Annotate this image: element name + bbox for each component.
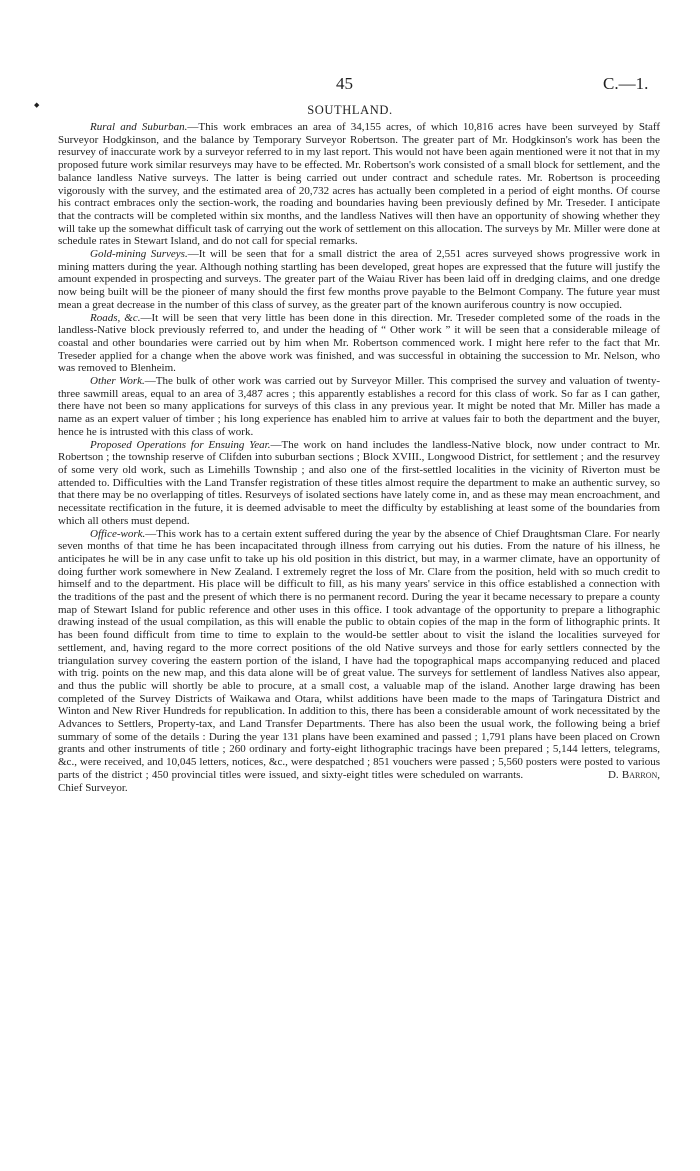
signature-name: D. Barron [607, 768, 658, 781]
report-body [58, 121, 660, 794]
paragraph-text: —It will be seen that very little has been done in this direction. Mr. Treseder completed some of the roads in the landless-Native block previously referred to, and under the heading of “ Other work ” it will be seen that a considerable mileage of coastal and other boundaries were carried out by him when Mr. Robertson commenced work. I might here refer to the fact that Mr. Treseder applied for a change when the above work was finished, and was successful in obtaining the succession to Mr. Nelson, who was removed to Blenheim. [58, 311, 660, 375]
section-title: SOUTHLAND. [307, 103, 393, 117]
paragraph-text: —It will be seen that for a small district the area of 2,551 acres surveyed shows progressive work in mining matters during the year. Although nothing startling has been developed, great hopes are expressed that the future will justify the amount expended in prospecting and surveys. The greater part of the Waiau River has been laid off in dredging claims, and one dredge now being built will be the pioneer of many should the first few months prove payable to the Belmont Company. The future year must mean a great decrease in the number of this class of survey, as the greater part of the known auriferous country is now occupied. [58, 248, 660, 311]
paragraph-text: —This work embraces an area of 34,155 acres, of which 10,816 acres have been surveyed by Staff Surveyor Hodgkinson, and the balance by Temporary Surveyor Robertson. The greater part of Mr. Hodgkinson's work has been the resurvey of inaccurate work by a surveyor referred to in my last report. This would not have been again mentioned were it not that in my proposed future work similar resurveys may have to be effected. Mr. Robertson's work consisted of a small block for settlement, and the balance landless Native surveys. The latter is being carried out under contract and schedule rates. Mr. Robertson is proceeding vigorously with the survey, and the estimated area of 20,732 acres has actually been completed in a period of eight months. Of course his contract embraces only the section-work, the roading and boundaries having been previously defined by Mr. Treseder. I anticipate that the contracts will be completed within six months, and the landless Natives will then have an opportunity of showing whether they will take up the somewhat difficult task of carrying out the work of settlement on this allocation. The surveys by Mr. Miller were done at schedule rates in Stewart Island, and do not call for special remarks. [58, 121, 661, 248]
page-number: 45 [336, 74, 353, 93]
paragraph-heading: Roads, &c. [90, 311, 141, 324]
paragraph-heading: Gold-mining Surveys. [90, 248, 188, 261]
paragraph-gold-mining [58, 248, 660, 312]
paragraph-heading: Office-work. [90, 527, 146, 540]
paragraph-text: —The work on hand includes the landless-Native block, now under contract to Mr. Robertson ; the township reserve of Clifden into suburban sections ; Block XVIII., Longwood District, for settlement ; and the resurvey of some very old work, such as Limehills Township ; and also one of the first-settled localities in the vicinity of Riverton must be attended to. Difficulties with the Land Transfer registration of these titles almost require the department to make an authentic survey, so that there may be no overlapping of titles. Resurveys of isolated sections have lately come in, and as these may mean encroachment, and necessitate rectification in the future, it is deemed advisable to meet the difficulty by establishing at least some of the boundaries from which all others must depend. [58, 438, 660, 527]
paragraph-text: —The bulk of other work was carried out by Surveyor Miller. This comprised the survey and valuation of twenty-three sawmill areas, equal to an area of 3,487 acres ; this apparently establishes a record for this class of work. So far as I can gather, there have not been so many applications for surveys of this class in any previous year. It might be noted that Mr. Miller has made a name as an expert valuer of timber ; his long experience has enabled him to arrive at values fair to both the department and the buyer, hence he is intrusted with this class of work. [58, 375, 660, 438]
paragraph-heading: Rural and Suburban. [90, 121, 188, 133]
paragraph-text: —This work has to a certain extent suffered during the year by the absence of Chief Draughtsman Clare. For nearly seven months of that time he has been incapacitated through illness from carrying out his duties. From the nature of his illness, he anticipates he will be in any case unfit to take up his old position in this district, but may, in a warmer climate, have an opportunity of doing further work somewhere in New Zealand. I extremely regret the loss of Mr. Clare from the position, held with so much credit to himself and to the department. His place will be difficult to fill, as his many years' service in this office established a connection with the traditions of the past and the present of which there is no permanent record. During the year it became necessary to prepare a county map of Stewart Island for public reference and other uses in this office. I took advantage of the opportunity to prepare a lithographic drawing instead of the usual compilation, as this will enable the public to obtain copies of the map in the form of lithographic prints. It has been found difficult from time to time to explain to the would-be settler about to visit the island the localities surveyed for settlement, and, having regard to the more correct positions of the old Native surveys and those for early settlers connected by the triangulation survey covering the eastern portion of the island, I have had the topographical maps accompanying reduced and placed with trig. points on the new map, and this data alone will be of great value. The surveys for settlement of landless Natives also appear, and thus the public will shortly be able to procure, at a small cost, a valuable map of the island. Another large drawing has been completed of the Survey Districts of Waikawa and Otara, whilst additions have been made to the maps of Taringatura District and Winton and New River Hundreds for republication. In addition to this, there has been a considerable amount of work necessitated by the Advances to Settlers, Property-tax, and Land Transfer Departments. There has also been the usual work, the following being a brief summary of some of the details : During the year 131 plans have been examined and passed ; 1,791 plans have been placed on Crown grants and other instruments of title ; 260 ordinary and forty-eight lithographic tracings have been prepared ; 5,144 letters, telegrams, &c., were received, and 10,045 letters, notices, &c., were despatched ; 851 vouchers were passed ; 5,560 posters were posted to various parts of the district ; 450 provincial titles were issued, and sixty-eight titles were scheduled on warrants. [58, 527, 660, 781]
paragraph-heading: Other Work. [90, 375, 145, 388]
paragraph-other-work [58, 375, 660, 439]
paragraph-office-work [58, 528, 660, 795]
signature-title: , Chief Surveyor. [58, 768, 660, 794]
document-reference: C.—1. [603, 74, 649, 93]
margin-mark: ◆ [34, 101, 40, 109]
paragraph-rural-suburban [58, 121, 660, 248]
paragraph-proposed-operations [58, 439, 660, 528]
paragraph-roads [58, 312, 660, 376]
paragraph-heading: Proposed Operations for Ensuing Year. [90, 438, 271, 451]
